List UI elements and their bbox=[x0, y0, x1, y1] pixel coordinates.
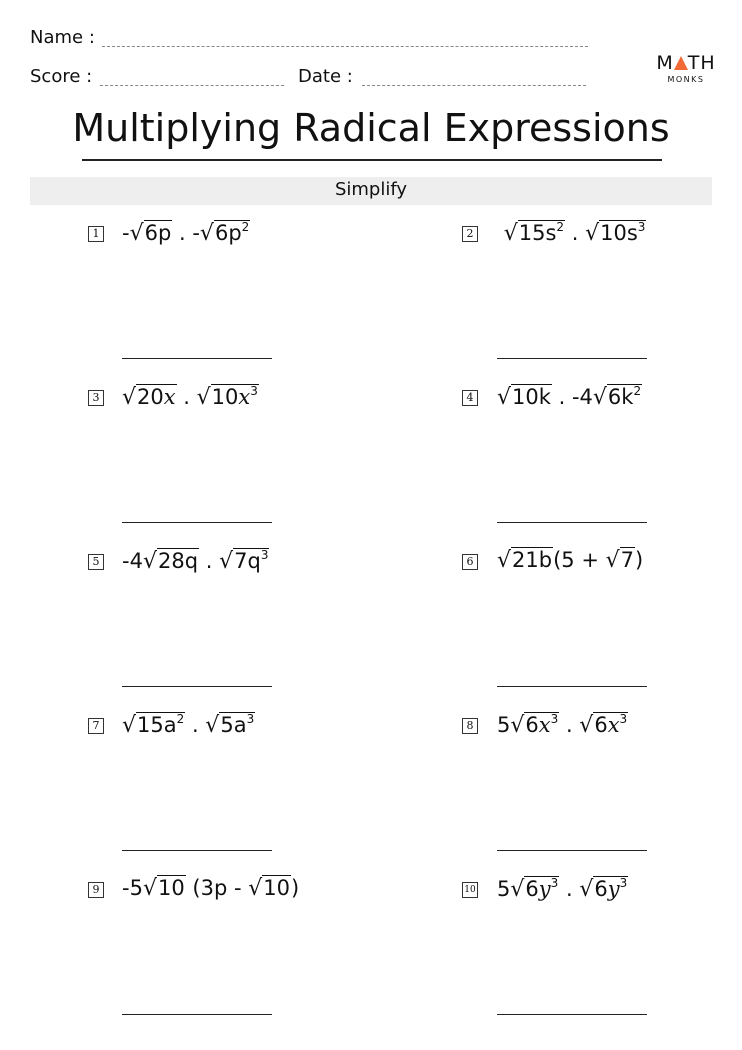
exponent: 3 bbox=[619, 712, 628, 726]
problem-expression bbox=[122, 384, 259, 410]
answer-line[interactable] bbox=[122, 358, 272, 359]
variable: x bbox=[163, 385, 176, 409]
variable: y bbox=[538, 877, 551, 901]
problem-number: 6 bbox=[462, 554, 478, 570]
square-root bbox=[497, 548, 553, 573]
problem-number: 8 bbox=[462, 718, 478, 734]
exponent: 3 bbox=[250, 384, 258, 398]
expression-text bbox=[497, 221, 504, 245]
answer-line[interactable] bbox=[497, 1014, 647, 1015]
radical-sign-icon: √ bbox=[503, 221, 518, 246]
radical-sign-icon: √ bbox=[579, 713, 594, 738]
radical-sign-icon: √ bbox=[605, 548, 620, 573]
exponent: 3 bbox=[550, 876, 559, 890]
variable: x bbox=[607, 713, 620, 737]
exponent: 2 bbox=[556, 220, 565, 234]
radicand: 20x bbox=[137, 385, 176, 409]
square-root bbox=[197, 384, 259, 410]
radicand: $6p^2$ bbox=[214, 220, 250, 245]
expression-text: . - bbox=[172, 221, 200, 245]
title-underline bbox=[82, 159, 662, 161]
expression-text: . bbox=[559, 713, 580, 737]
square-root bbox=[205, 712, 255, 738]
square-root bbox=[143, 549, 199, 574]
square-root bbox=[200, 220, 250, 246]
square-root bbox=[579, 876, 628, 902]
radical-sign-icon: √ bbox=[122, 713, 137, 738]
square-root bbox=[130, 221, 173, 246]
expression-text: . bbox=[199, 549, 220, 573]
square-root bbox=[497, 385, 552, 410]
variable: y bbox=[607, 877, 620, 901]
square-root bbox=[143, 876, 186, 901]
square-root bbox=[122, 712, 185, 738]
problem-expression bbox=[122, 712, 255, 738]
answer-line[interactable] bbox=[497, 686, 647, 687]
expression-text: . bbox=[176, 385, 197, 409]
exponent: 3 bbox=[260, 548, 269, 562]
radicand: $10s^3$ bbox=[600, 220, 646, 245]
exponent: 3 bbox=[637, 220, 646, 234]
answer-line[interactable] bbox=[497, 358, 647, 359]
expression-text: -4 bbox=[122, 549, 143, 573]
exponent: 3 bbox=[619, 876, 628, 890]
expression-text: -5 bbox=[122, 876, 143, 900]
square-root bbox=[219, 548, 269, 574]
problem-expression bbox=[122, 548, 269, 574]
answer-line[interactable] bbox=[122, 1014, 272, 1015]
radicand: $5a^3$ bbox=[220, 712, 255, 737]
problem-number: 3 bbox=[88, 390, 104, 406]
expression-text: 5 bbox=[497, 877, 511, 901]
problem-number: 5 bbox=[88, 554, 104, 570]
radical-sign-icon: √ bbox=[196, 385, 211, 410]
radicand: $15s^2$ bbox=[518, 220, 565, 245]
answer-line[interactable] bbox=[497, 522, 647, 523]
radical-sign-icon: √ bbox=[510, 713, 525, 738]
square-root bbox=[585, 220, 646, 246]
expression-text: . bbox=[185, 713, 206, 737]
problem-expression bbox=[122, 220, 250, 246]
square-root bbox=[593, 384, 642, 410]
exponent: 2 bbox=[241, 220, 250, 234]
problem-number: 4 bbox=[462, 390, 478, 406]
radical-sign-icon: √ bbox=[142, 549, 157, 574]
radical-sign-icon: √ bbox=[199, 221, 214, 246]
radicand: 10k bbox=[512, 385, 551, 409]
problem-expression bbox=[497, 384, 642, 410]
expression-text: 5 bbox=[497, 713, 511, 737]
score-field[interactable] bbox=[100, 85, 284, 86]
square-root bbox=[606, 548, 635, 573]
name-label: Name : bbox=[30, 27, 95, 48]
problem-number: 1 bbox=[88, 226, 104, 242]
square-root bbox=[122, 385, 177, 410]
square-root bbox=[510, 876, 559, 902]
page-title: Multiplying Radical Expressions bbox=[72, 106, 670, 150]
expression-text: ) bbox=[635, 548, 644, 572]
radicand: $10x^3$ bbox=[211, 384, 258, 409]
radical-sign-icon: √ bbox=[122, 385, 137, 410]
radicand: $15a^2$ bbox=[137, 712, 185, 737]
problem-expression bbox=[497, 548, 643, 573]
variable: x bbox=[538, 713, 551, 737]
answer-line[interactable] bbox=[122, 522, 272, 523]
problem-number: 2 bbox=[462, 226, 478, 242]
variable: x bbox=[238, 385, 251, 409]
exponent: 3 bbox=[550, 712, 559, 726]
date-label: Date : bbox=[298, 66, 353, 87]
problem-number: 9 bbox=[88, 882, 104, 898]
expression-text: . -4 bbox=[551, 385, 593, 409]
exponent: 3 bbox=[246, 712, 255, 726]
radical-sign-icon: √ bbox=[592, 385, 607, 410]
radicand: $7q^3$ bbox=[234, 548, 269, 573]
expression-text: (3p - bbox=[185, 876, 249, 900]
radical-sign-icon: √ bbox=[248, 876, 263, 901]
problem-number: 7 bbox=[88, 718, 104, 734]
problem-expression bbox=[497, 876, 628, 902]
date-field[interactable] bbox=[362, 85, 586, 86]
radical-sign-icon: √ bbox=[510, 877, 525, 902]
square-root bbox=[248, 876, 291, 901]
radical-sign-icon: √ bbox=[579, 877, 594, 902]
triangle-icon bbox=[674, 56, 688, 70]
problem-number: 10 bbox=[462, 882, 478, 898]
square-root bbox=[504, 220, 565, 246]
radicand: $6x^3$ bbox=[594, 712, 628, 737]
radicand: 28q bbox=[157, 549, 199, 573]
logo-text-monks: MONKS bbox=[667, 75, 705, 84]
radical-sign-icon: √ bbox=[497, 385, 512, 410]
radicand: $6k^2$ bbox=[607, 384, 642, 409]
name-field[interactable] bbox=[102, 46, 588, 47]
radicand: 21b bbox=[512, 548, 553, 572]
expression-text: . bbox=[559, 877, 580, 901]
expression-text: . bbox=[565, 221, 586, 245]
radical-sign-icon: √ bbox=[129, 221, 144, 246]
square-root bbox=[510, 712, 559, 738]
expression-text: - bbox=[122, 221, 130, 245]
answer-line[interactable] bbox=[122, 686, 272, 687]
answer-line[interactable] bbox=[122, 850, 272, 851]
radical-sign-icon: √ bbox=[142, 876, 157, 901]
radicand: $6y^3$ bbox=[594, 876, 628, 901]
expression-text: ) bbox=[290, 876, 300, 900]
logo-text-th: TH bbox=[687, 52, 716, 74]
math-monks-logo bbox=[656, 52, 716, 84]
radical-sign-icon: √ bbox=[585, 221, 600, 246]
logo-text-m: M bbox=[656, 52, 674, 74]
problem-expression bbox=[497, 712, 628, 738]
problem-expression bbox=[122, 876, 299, 901]
radical-sign-icon: √ bbox=[219, 549, 234, 574]
instruction-bar: Simplify bbox=[30, 177, 712, 205]
exponent: 2 bbox=[633, 384, 642, 398]
radicand: 7 bbox=[620, 548, 634, 572]
answer-line[interactable] bbox=[497, 850, 647, 851]
radicand: $6x^3$ bbox=[525, 712, 559, 737]
score-label: Score : bbox=[30, 66, 93, 87]
expression-text: (5 + bbox=[553, 548, 606, 572]
square-root bbox=[579, 712, 628, 738]
radicand: 6p bbox=[144, 221, 172, 245]
radicand: 10 bbox=[263, 876, 290, 900]
radicand: 10 bbox=[157, 876, 185, 900]
radical-sign-icon: √ bbox=[497, 548, 512, 573]
problem-expression bbox=[497, 220, 646, 246]
radical-sign-icon: √ bbox=[205, 713, 220, 738]
radicand: $6y^3$ bbox=[525, 876, 559, 901]
exponent: 2 bbox=[176, 712, 185, 726]
